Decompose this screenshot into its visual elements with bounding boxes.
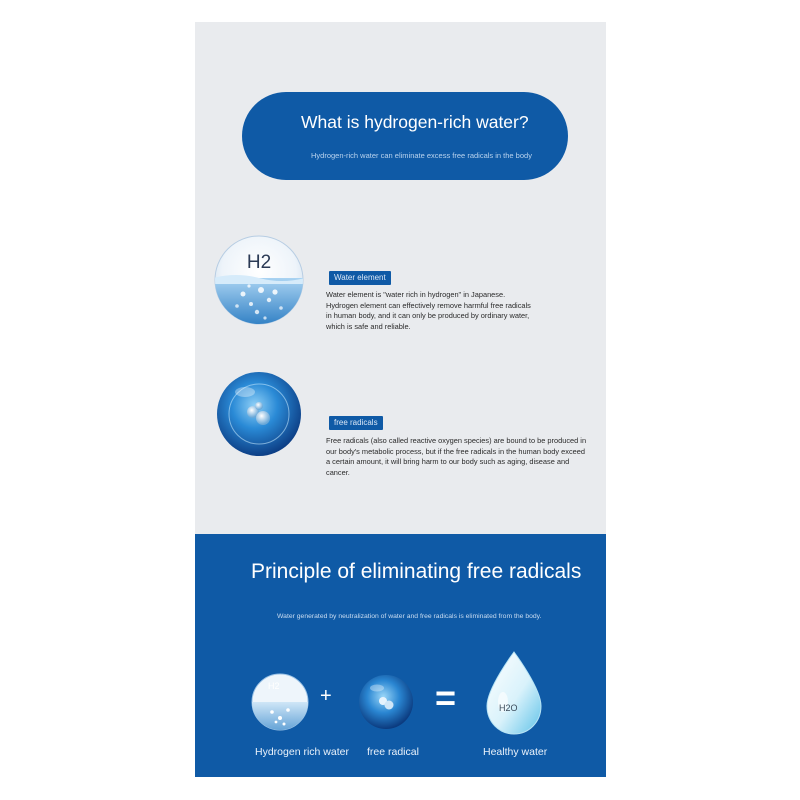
hydrogen-water-label: Hydrogen rich water (255, 746, 349, 758)
healthy-water-label: Healthy water (483, 746, 548, 758)
principle-heading: Principle of eliminating free radicals (251, 560, 582, 583)
intro-section (195, 22, 606, 534)
free-radical-label: free radical (367, 746, 419, 758)
hydrogen-bubble-icon (213, 234, 305, 326)
hydrogen-water-icon (250, 672, 310, 732)
feature-tag-water-element: Water element (329, 271, 391, 285)
h2-label: H2 (246, 252, 272, 273)
feature-description-water-element: Water element is "water rich in hydrogen" in Japanese. Hydrogen element can effectively remove harmful free radicals in human body, and it can only be produced by ordinary water, which is safe and reliable. (326, 290, 531, 331)
feature-tag-free-radicals: free radicals (329, 416, 383, 430)
free-radical-orb-icon (215, 370, 303, 458)
plus-sign: + (320, 685, 332, 707)
principle-subtitle: Water generated by neutralization of water and free radicals is eliminated from the body. (277, 613, 542, 620)
header-subtitle: Hydrogen-rich water can eliminate excess free radicals in the body (311, 151, 532, 160)
h2-small-label: H2 (268, 681, 280, 691)
product-info-panel (195, 22, 606, 777)
header-pill (242, 92, 568, 180)
page-title: What is hydrogen-rich water? (301, 112, 529, 132)
principle-section (195, 534, 606, 777)
h2o-label: H2O (499, 703, 518, 713)
equals-sign: = (435, 677, 457, 718)
feature-water-element (195, 234, 606, 344)
feature-free-radicals (195, 370, 606, 480)
water-droplet-icon (483, 650, 545, 736)
free-radical-icon (357, 673, 415, 731)
feature-description-free-radicals: Free radicals (also called reactive oxygen species) are bound to be produced in our body's metabolic process, but if the free radicals in the human body exceed a certain amount, it will bring harm to our body such as aging, disease and cancer. (326, 436, 587, 477)
